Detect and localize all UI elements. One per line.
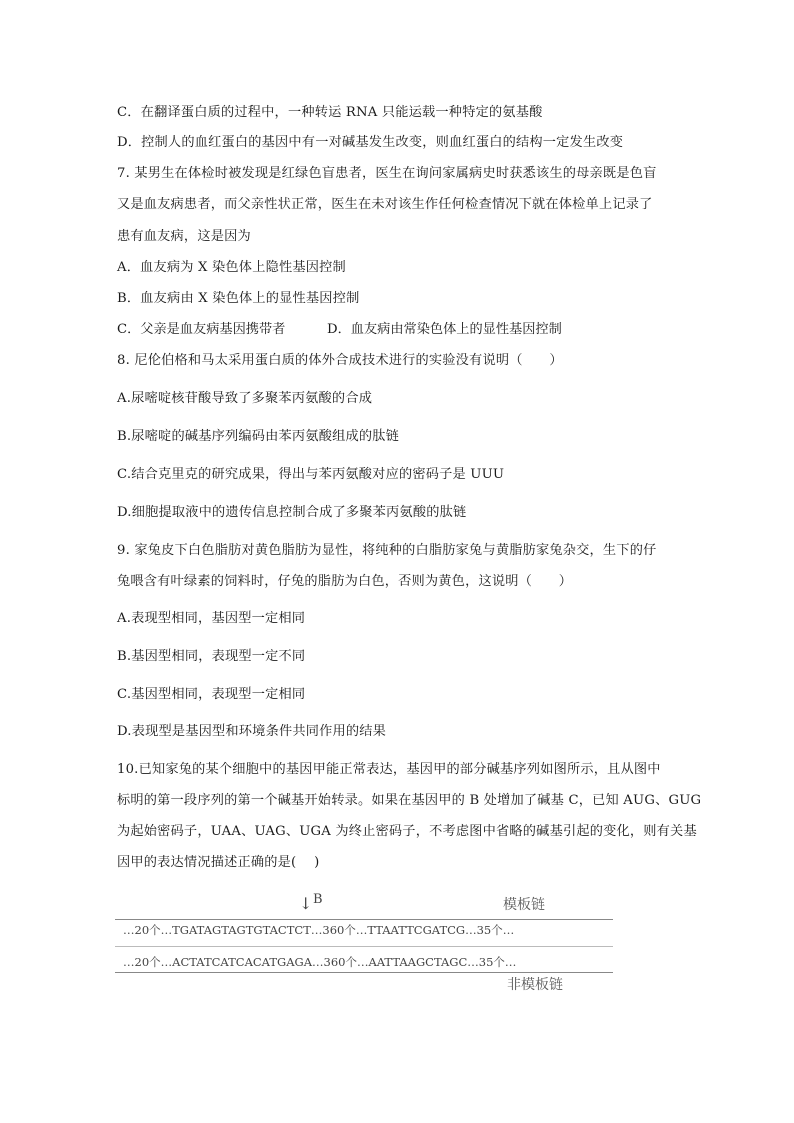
q6-option-d: D．控制人的血红蛋白的基因中有一对碱基发生改变，则血红蛋白的结构一定发生改变 xyxy=(117,135,624,150)
template-strand-label: 模板链 xyxy=(503,897,545,913)
q9-option-a: A.表现型相同，基因型一定相同 xyxy=(117,611,306,626)
q7-option-c: C．父亲是血友病基因携带者 xyxy=(117,322,286,337)
q9-option-b: B.基因型相同，表现型一定不同 xyxy=(117,649,306,664)
q7-stem-line-1: 7. 某男生在体检时被发现是红绿色盲患者，医生在询问家属病史时获悉该生的母亲既是色盲 xyxy=(117,166,657,181)
q9-option-c: C.基因型相同，表现型一定相同 xyxy=(117,687,306,702)
q10-stem-line-2: 标明的第一段序列的第一个碱基开始转录。如果在基因甲的 B 处增加了碱基 C，已知 AUG、GUG xyxy=(117,793,702,808)
q9-stem-line-2: 兔喂含有叶绿素的饲料时，仔兔的脂肪为白色，否则为黄色，这说明（ ） xyxy=(117,574,573,589)
q6-option-c: C．在翻译蛋白质的过程中，一种转运 RNA 只能运载一种特定的氨基酸 xyxy=(117,105,543,120)
nontemplate-strand-bottom-line xyxy=(115,972,613,973)
q8-option-c: C.结合克里克的研究成果，得出与苯丙氨酸对应的密码子是 UUU xyxy=(117,467,505,482)
q7-option-a: A．血友病为 X 染色体上隐性基因控制 xyxy=(117,260,346,275)
q9-option-d: D.表现型是基因型和环境条件共同作用的结果 xyxy=(117,724,387,739)
q8-option-d: D.细胞提取液中的遗传信息控制合成了多聚苯丙氨酸的肽链 xyxy=(117,505,467,520)
b-marker: B xyxy=(313,892,323,907)
q7-option-d: D．血友病由常染色体上的显性基因控制 xyxy=(327,322,562,337)
nontemplate-strand-sequence: …20个…ACTATCATCACATGAGA…360个…AATTAAGCTAGC…35个… xyxy=(123,955,517,969)
q8-option-b: B.尿嘧啶的碱基序列编码由苯丙氨酸组成的肽链 xyxy=(117,429,400,444)
strand-divider-line xyxy=(115,946,613,947)
q10-stem-line-3: 为起始密码子，UAA、UAG、UGA 为终止密码子，不考虑图中省略的碱基引起的变化，则有关基 xyxy=(117,824,697,839)
q7-stem-line-2: 又是血友病患者，而父亲性状正常，医生在未对该生作任何检查情况下就在体检单上记录了 xyxy=(117,197,653,212)
q9-stem-line-1: 9. 家兔皮下白色脂肪对黄色脂肪为显性，将纯种的白脂肪家兔与黄脂肪家兔杂交，生下的仔 xyxy=(117,543,657,558)
q10-stem-line-1: 10.已知家兔的某个细胞中的基因甲能正常表达，基因甲的部分碱基序列如图所示，且从图中 xyxy=(117,762,661,777)
q7-option-b: B．血友病由 X 染色体上的显性基因控制 xyxy=(117,291,360,306)
q8-stem: 8. 尼伦伯格和马太采用蛋白质的体外合成技术进行的实验没有说明（ ） xyxy=(117,353,563,368)
q8-option-a: A.尿嘧啶核苷酸导致了多聚苯丙氨酸的合成 xyxy=(117,391,373,406)
b-arrow-icon: ↓ xyxy=(299,894,313,913)
template-strand-sequence: …20个…TGATAGTAGTGTACTCT…360个…TTAATTCGATCG…35个… xyxy=(123,923,515,937)
template-strand-top-line xyxy=(115,919,613,920)
dna-sequence-figure xyxy=(115,888,615,998)
q10-stem-line-4: 因甲的表达情况描述正确的是( ) xyxy=(117,855,320,870)
nontemplate-strand-label: 非模板链 xyxy=(507,977,563,993)
q7-options-cd xyxy=(117,321,562,339)
q7-stem-line-3: 患有血友病，这是因为 xyxy=(117,229,251,244)
